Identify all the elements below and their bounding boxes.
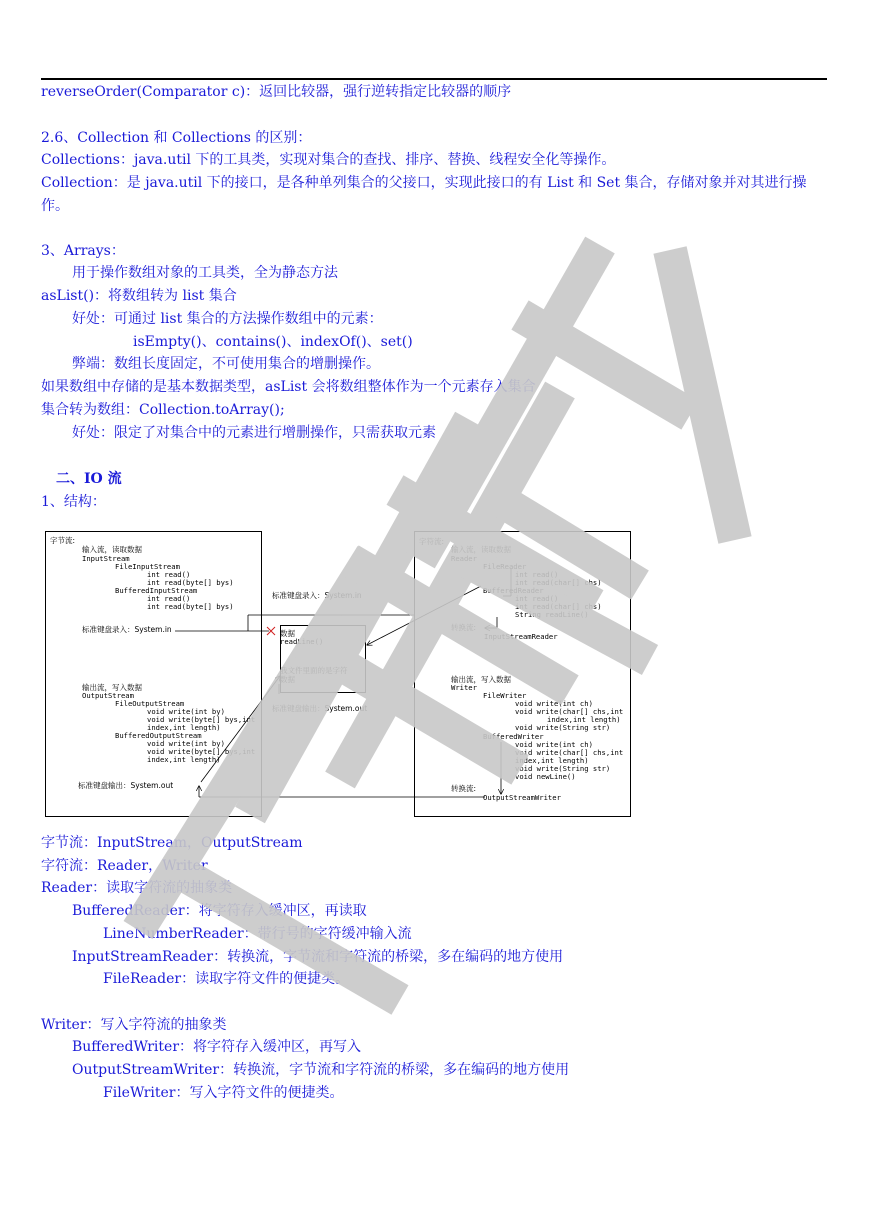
byte-stream-line: 字节流：InputStream，OutputStream [41,835,303,851]
buffered-writer-line: BufferedWriter：将字符存入缓冲区，再写入 [72,1039,362,1055]
section-2-6-heading: 2.6、Collection 和 Collections 的区别： [41,130,312,146]
file-writer-line: FileWriter：写入字符文件的便捷类。 [103,1085,344,1101]
char-stream-line: 字符流：Reader，Writer [41,858,208,874]
aslist-line: asList()：将数组转为 list 集合 [41,288,237,304]
benefit-line-2: 好处：限定了对集合中的元素进行增删操作，只需获取元素 [72,425,436,441]
middle-file-text-2: 数据 [280,675,295,684]
fis-read-1: int read() [147,570,191,579]
middle-file-text-1: 我文件里面的是字符 [280,666,348,675]
structure-heading: 1、结构： [41,494,106,510]
byte-std-out: 标准键盘输出：System.out [78,781,174,790]
buffered-output-stream-node: BufferedOutputStream [115,731,202,740]
char-convert-in-label: 转换流: [451,623,477,632]
input-stream-reader-line: InputStreamReader：转换流，字节流和字符流的桥梁，多在编码的地方使用 [72,949,564,965]
middle-std-in-label: 标准键盘录入：System.in [272,591,362,600]
file-input-stream-node: FileInputStream [115,562,180,571]
bis-read-2: int read(byte[] bys) [147,602,234,611]
bw-write-4: void write(String str) [515,764,611,773]
fr-read-1: int read() [515,570,559,579]
bw-newline: void newLine() [515,772,576,781]
char-out-label: 输出流，写入数据 [451,675,511,684]
section-3-heading: 3、Arrays： [41,243,125,259]
fos-write-3: index,int length) [147,723,221,732]
buffered-reader-line: BufferedReader：将字符存入缓冲区，再读取 [72,903,367,919]
line-number-reader-line: LineNumberReader：带行号的字符缓冲输入流 [103,926,412,942]
fw-write-4: void write(String str) [515,723,611,732]
buffered-writer-node: BufferedWriter [483,732,544,741]
header-rule [41,78,827,80]
file-output-stream-node: FileOutputStream [115,699,185,708]
io-section-heading: 二、IO 流 [56,471,122,487]
bw-write-1: void write(int ch) [515,740,593,749]
input-stream-reader-node: InputStreamReader [484,632,558,641]
reverse-order-line: reverseOrder(Comparator c)：返回比较器，强行逆转指定比较器的顺序 [41,84,512,100]
output-stream-node: OutputStream [82,691,134,700]
basic-type-line: 如果数组中存储的是基本数据类型，asList 会将数组整体作为一个元素存入集合 [41,379,536,395]
output-stream-writer-node: OutputStreamWriter [483,793,561,802]
fw-write-3: index,int length) [547,715,621,724]
br-readline: String readLine() [515,610,589,619]
fis-read-2: int read(byte[] bys) [147,578,234,587]
benefit-line-1: 好处：可通过 list 集合的方法操作数组中的元素： [72,311,383,327]
fw-write-1: void write(int ch) [515,699,593,708]
reader-node: Reader [451,554,477,563]
byte-std-in: 标准键盘录入：System.in [82,625,172,634]
br-read-1: int read() [515,594,559,603]
drawback-line: 弊端：数组长度固定，不可使用集合的增删操作。 [72,356,380,372]
fr-read-2: int read(char[] chs) [515,578,602,587]
byte-in-label: 输入流，读取数据 [82,545,142,554]
reader-line: Reader：读取字符流的抽象类 [41,880,233,896]
fw-write-2: void write(char[] chs,int [515,707,624,716]
bw-write-2: void write(char[] chs,int [515,748,624,757]
buffered-input-stream-node: BufferedInputStream [115,586,198,595]
middle-data: 数据 [280,629,295,638]
char-convert-out-label: 转换流: [451,784,477,793]
buffered-reader-node: BufferedReader [483,586,544,595]
file-writer-node: FileWriter [483,691,527,700]
output-stream-writer-line: OutputStreamWriter：转换流，字节流和字符流的桥梁，多在编码的地方使用 [72,1062,570,1078]
collection-desc: Collection：是 java.util 下的接口，是各种单列集合的父接口，实现此接口的有 List 和 Set 集合，存储对象并对其进行操作。 [41,175,807,214]
fos-write-2: void write(byte[] bys,int [147,715,256,724]
collections-desc: Collections：java.util 下的工具类，实现对集合的查找、排序、替换、线程安全化等操作。 [41,152,616,168]
input-stream-node: InputStream [82,554,130,563]
char-in-label: 输入流，读取数据 [451,545,511,554]
char-stream-title: 字符流: [419,537,445,546]
bw-write-3: index,int length) [515,756,589,765]
file-reader-node: FileReader [483,562,527,571]
io-stream-diagram [41,524,635,820]
methods-line: isEmpty()、contains()、indexOf()、set() [133,334,413,350]
bis-read-1: int read() [147,594,191,603]
byte-out-label: 输出流，写入数据 [82,683,142,692]
byte-stream-title: 字节流: [50,536,76,545]
fos-write-1: void write(int by) [147,707,225,716]
bos-write-1: void write(int by) [147,739,225,748]
middle-std-out-label: 标准键盘输出：System.out [272,704,368,713]
arrays-desc: 用于操作数组对象的工具类，全为静态方法 [72,265,338,281]
writer-node: Writer [451,683,477,692]
file-reader-line: FileReader：读取字符文件的便捷类。 [103,971,350,987]
middle-readline: readLine() [280,637,324,646]
bos-write-3: index,int length) [147,755,221,764]
to-array-line: 集合转为数组：Collection.toArray(); [41,402,285,418]
writer-line: Writer：写入字符流的抽象类 [41,1017,227,1033]
bos-write-2: void write(byte[] bys,int [147,747,256,756]
br-read-2: int read(char[] chs) [515,602,602,611]
